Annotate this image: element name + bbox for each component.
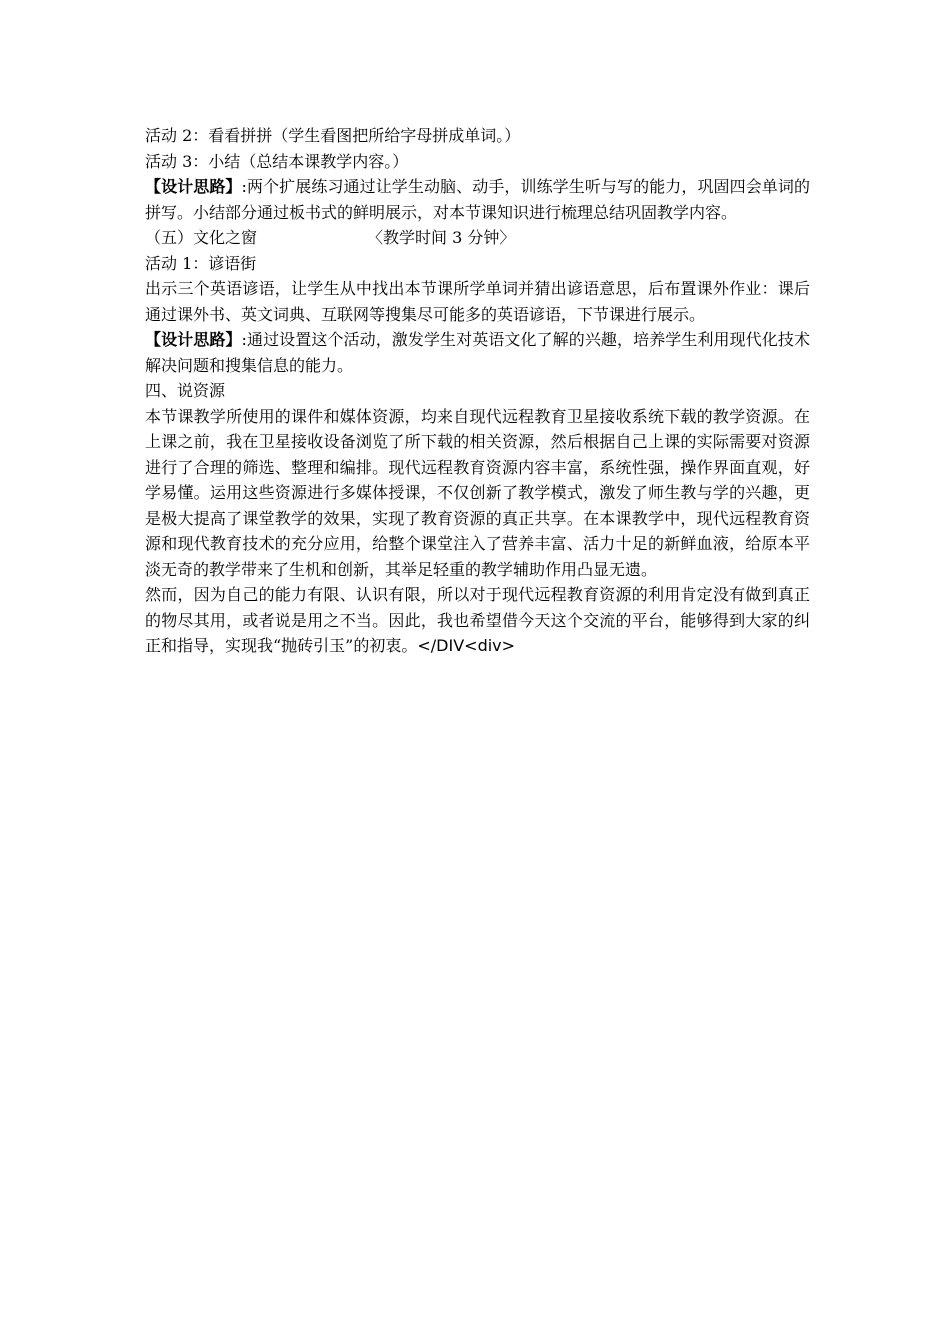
resources-paragraph-1: 本节课教学所使用的课件和媒体资源，均来自现代远程教育卫星接收系统下载的教学资源。在上课之前，我在卫星接收设备浏览了所下载的相关资源，然后根据自己上课的实际需要对资源进行了合理的筛选、整理和编排。现代远程教育资源内容丰富，系统性强，操作界面直观，好学易懂。运用这些资源进行多媒体授课，不仅创新了教学模式，激发了师生教与学的兴趣，更是极大提高了课堂教学的效果，实现了教育资源的真正共享。在本课教学中，现代远程教育资源和现代教育技术的充分应用，给整个课堂注入了营养丰富、活力十足的新鲜血液，给原本平淡无奇的教学带来了生机和创新，其举足轻重的教学辅助作用凸显无遗。 bbox=[145, 406, 810, 579]
section-5-heading bbox=[145, 225, 810, 251]
document-page bbox=[145, 123, 810, 659]
resources-paragraph-2 bbox=[145, 582, 810, 659]
design-rationale-text: :两个扩展练习通过让学生动脑、动手，训练学生听与写的能力，巩固四会单词的拼写。小结部分通过板书式的鲜明展示，对本节课知识进行梳理总结巩固教学内容。 bbox=[145, 177, 810, 222]
resources-paragraph-2-text: 然而，因为自己的能力有限、认识有限，所以对于现代远程教育资源的利用肯定没有做到真正的物尽其用，或者说是用之不当。因此，我也希望借今天这个交流的平台，能够得到大家的纠正和指导，实现我“抛砖引玉”的初衷。 bbox=[145, 585, 810, 655]
design-rationale-text: :通过设置这个活动，激发学生对英语文化了解的兴趣，培养学生利用现代化技术解决问题和搜集信息的能力。 bbox=[145, 330, 810, 375]
section-5-title: （五）文化之窗 bbox=[145, 228, 258, 247]
design-rationale-2 bbox=[145, 327, 810, 378]
design-rationale-1 bbox=[145, 174, 810, 225]
activity-2-line: 活动 2：看看拼拼（学生看图把所给字母拼成单词。） bbox=[145, 126, 521, 145]
trailing-markup-text: </DIV<div> bbox=[417, 636, 516, 655]
design-rationale-label: 【设计思路】 bbox=[145, 177, 242, 196]
section-4-heading: 四、说资源 bbox=[145, 381, 226, 400]
design-rationale-label: 【设计思路】 bbox=[145, 330, 242, 349]
section-5-time: 〈教学时间 3 分钟〉 bbox=[367, 228, 516, 247]
activity-1-line: 活动 1：谚语街 bbox=[145, 253, 257, 273]
activity-1-description: 出示三个英语谚语，让学生从中找出本节课所学单词并猜出谚语意思，后布置课外作业：课后通过课外书、英文词典、互联网等搜集尽可能多的英语谚语，下节课进行展示。 bbox=[145, 279, 810, 324]
activity-3-line: 活动 3：小结（总结本课教学内容。） bbox=[145, 151, 409, 171]
